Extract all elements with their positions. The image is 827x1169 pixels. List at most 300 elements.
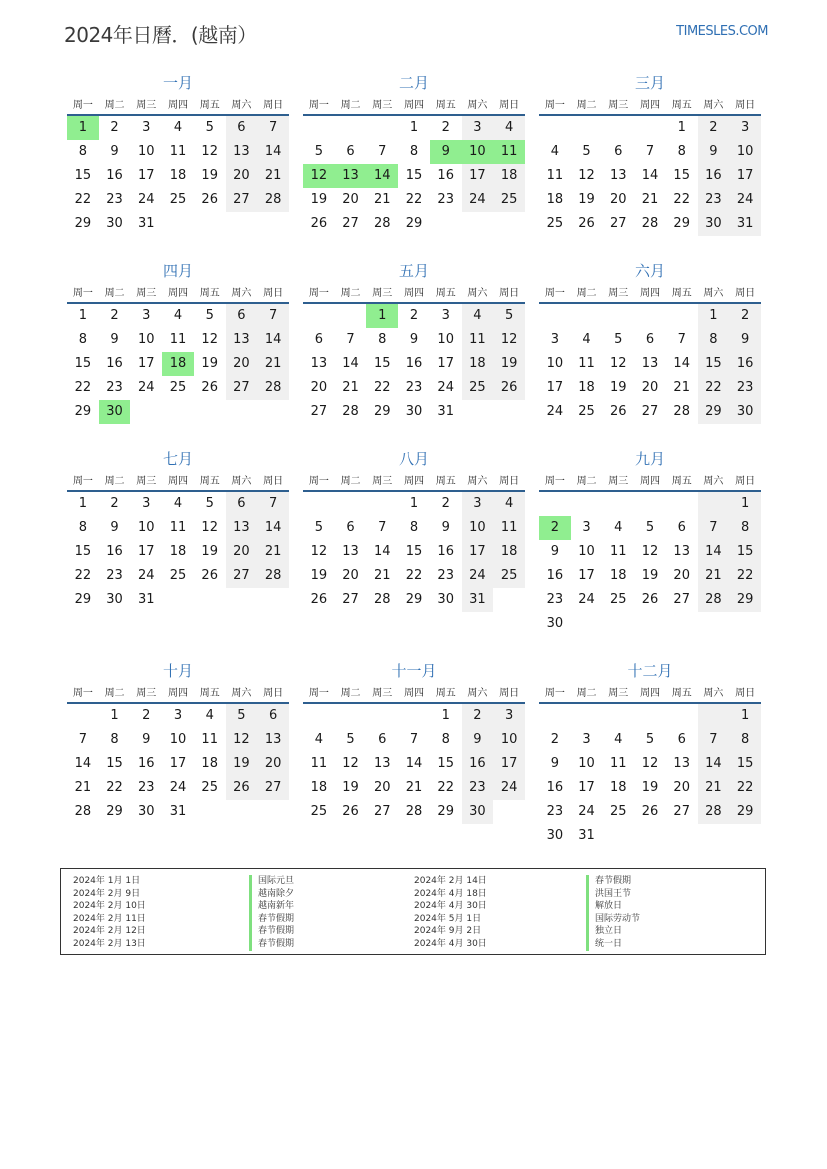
day-cell[interactable]: 4 bbox=[614, 732, 623, 747]
day-cell[interactable]: 5 bbox=[314, 144, 323, 159]
day-cell[interactable]: 22 bbox=[74, 192, 92, 207]
day-cell[interactable]: 14 bbox=[698, 752, 730, 776]
day-cell[interactable]: 20 bbox=[226, 540, 258, 564]
day-cell[interactable]: 29 bbox=[405, 216, 423, 231]
day-cell[interactable]: 7 bbox=[677, 332, 686, 347]
day-cell[interactable]: 20 bbox=[610, 192, 627, 207]
day-cell[interactable]: 12 bbox=[342, 756, 359, 771]
day-cell[interactable]: 17 bbox=[462, 164, 494, 188]
day-cell[interactable]: 7 bbox=[78, 732, 87, 747]
day-cell[interactable]: 13 bbox=[226, 140, 258, 164]
day-cell[interactable]: 7 bbox=[645, 144, 655, 159]
day-cell[interactable]: 31 bbox=[729, 212, 761, 236]
day-cell[interactable]: 23 bbox=[106, 192, 123, 207]
day-cell[interactable]: 7 bbox=[698, 728, 730, 752]
day-cell[interactable]: 17 bbox=[138, 168, 155, 183]
day-cell[interactable]: 15 bbox=[405, 168, 423, 183]
day-cell[interactable]: 21 bbox=[74, 780, 92, 795]
day-cell[interactable]: 30 bbox=[546, 616, 564, 631]
day-cell[interactable]: 23 bbox=[546, 592, 564, 607]
day-cell[interactable]: 21 bbox=[257, 164, 289, 188]
day-cell[interactable]: 10 bbox=[462, 140, 494, 164]
day-cell[interactable]: 25 bbox=[201, 780, 218, 795]
day-cell[interactable]: 19 bbox=[201, 168, 218, 183]
day-cell[interactable]: 27 bbox=[342, 216, 359, 231]
day-cell[interactable]: 13 bbox=[226, 328, 258, 352]
day-cell[interactable]: 16 bbox=[106, 168, 123, 183]
day-cell[interactable]: 19 bbox=[226, 752, 258, 776]
day-cell[interactable]: 19 bbox=[578, 192, 595, 207]
day-cell[interactable]: 15 bbox=[74, 544, 92, 559]
day-cell[interactable]: 7 bbox=[378, 520, 387, 535]
day-cell[interactable]: 26 bbox=[201, 568, 218, 583]
day-cell[interactable]: 24 bbox=[546, 404, 564, 419]
day-cell[interactable]: 2 bbox=[441, 120, 450, 135]
day-cell[interactable]: 10 bbox=[578, 544, 595, 559]
day-cell[interactable]: 9 bbox=[409, 332, 419, 347]
day-cell[interactable]: 26 bbox=[226, 776, 258, 800]
day-cell[interactable]: 1 bbox=[677, 120, 686, 135]
day-cell[interactable]: 1 bbox=[441, 708, 450, 723]
day-cell[interactable]: 25 bbox=[169, 568, 187, 583]
day-cell[interactable]: 7 bbox=[409, 732, 419, 747]
day-cell[interactable]: 17 bbox=[578, 780, 595, 795]
day-cell[interactable]: 6 bbox=[614, 144, 623, 159]
day-cell[interactable]: 20 bbox=[342, 192, 359, 207]
day-cell[interactable]: 16 bbox=[729, 352, 761, 376]
day-cell[interactable]: 9 bbox=[698, 140, 730, 164]
day-cell[interactable]: 16 bbox=[546, 780, 564, 795]
day-cell[interactable]: 8 bbox=[78, 332, 87, 347]
day-cell[interactable]: 23 bbox=[106, 568, 123, 583]
day-cell[interactable]: 5 bbox=[226, 704, 258, 728]
day-cell[interactable]: 18 bbox=[169, 168, 187, 183]
day-cell[interactable]: 29 bbox=[74, 404, 92, 419]
day-cell[interactable]: 21 bbox=[698, 564, 730, 588]
day-cell[interactable]: 13 bbox=[610, 168, 627, 183]
day-cell[interactable]: 25 bbox=[169, 192, 187, 207]
day-cell[interactable]: 7 bbox=[257, 492, 289, 516]
day-cell[interactable]: 16 bbox=[106, 544, 123, 559]
day-cell[interactable]: 28 bbox=[342, 404, 359, 419]
day-cell[interactable]: 11 bbox=[169, 332, 187, 347]
day-cell[interactable]: 19 bbox=[610, 380, 627, 395]
day-cell[interactable]: 25 bbox=[493, 564, 525, 588]
day-cell[interactable]: 30 bbox=[405, 404, 423, 419]
day-cell[interactable]: 9 bbox=[110, 332, 119, 347]
day-cell[interactable]: 23 bbox=[437, 568, 454, 583]
day-cell[interactable]: 24 bbox=[437, 380, 454, 395]
day-cell[interactable]: 28 bbox=[257, 376, 289, 400]
day-cell[interactable]: 28 bbox=[641, 216, 659, 231]
day-cell[interactable]: 12 bbox=[201, 332, 218, 347]
day-cell[interactable]: 11 bbox=[493, 140, 525, 164]
day-cell[interactable]: 23 bbox=[462, 776, 494, 800]
day-cell[interactable]: 25 bbox=[310, 804, 328, 819]
day-cell[interactable]: 30 bbox=[437, 592, 454, 607]
day-cell[interactable]: 5 bbox=[205, 308, 214, 323]
day-cell[interactable]: 15 bbox=[729, 752, 761, 776]
day-cell[interactable]: 21 bbox=[698, 776, 730, 800]
day-cell[interactable]: 12 bbox=[310, 544, 328, 559]
day-cell[interactable]: 24 bbox=[578, 804, 595, 819]
day-cell[interactable]: 6 bbox=[314, 332, 323, 347]
day-cell[interactable]: 29 bbox=[106, 804, 123, 819]
day-cell[interactable]: 5 bbox=[205, 496, 214, 511]
day-cell[interactable]: 16 bbox=[546, 568, 564, 583]
day-cell[interactable]: 31 bbox=[138, 592, 155, 607]
day-cell[interactable]: 29 bbox=[405, 592, 423, 607]
day-cell[interactable]: 22 bbox=[74, 568, 92, 583]
day-cell[interactable]: 4 bbox=[493, 492, 525, 516]
day-cell[interactable]: 29 bbox=[673, 216, 690, 231]
day-cell[interactable]: 14 bbox=[405, 756, 423, 771]
day-cell[interactable]: 3 bbox=[462, 116, 494, 140]
day-cell[interactable]: 17 bbox=[546, 380, 564, 395]
day-cell[interactable]: 12 bbox=[201, 144, 218, 159]
day-cell[interactable]: 1 bbox=[729, 492, 761, 516]
day-cell[interactable]: 21 bbox=[257, 540, 289, 564]
day-cell[interactable]: 20 bbox=[226, 352, 258, 376]
day-cell[interactable]: 16 bbox=[462, 752, 494, 776]
day-cell[interactable]: 16 bbox=[437, 544, 454, 559]
day-cell[interactable]: 29 bbox=[374, 404, 391, 419]
day-cell[interactable]: 1 bbox=[409, 120, 419, 135]
day-cell[interactable]: 4 bbox=[205, 708, 214, 723]
day-cell[interactable]: 23 bbox=[546, 804, 564, 819]
day-cell[interactable]: 4 bbox=[173, 120, 183, 135]
day-cell[interactable]: 6 bbox=[257, 704, 289, 728]
day-cell[interactable]: 15 bbox=[74, 356, 92, 371]
day-cell[interactable]: 11 bbox=[169, 144, 187, 159]
day-cell[interactable]: 1 bbox=[409, 496, 419, 511]
day-cell[interactable]: 28 bbox=[74, 804, 92, 819]
day-cell[interactable]: 30 bbox=[698, 212, 730, 236]
day-cell[interactable]: 2 bbox=[539, 516, 571, 540]
day-cell[interactable]: 16 bbox=[698, 164, 730, 188]
day-cell[interactable]: 11 bbox=[493, 516, 525, 540]
day-cell[interactable]: 2 bbox=[462, 704, 494, 728]
day-cell[interactable]: 24 bbox=[138, 380, 155, 395]
day-cell[interactable]: 11 bbox=[610, 544, 627, 559]
day-cell[interactable]: 29 bbox=[437, 804, 454, 819]
day-cell[interactable]: 9 bbox=[430, 140, 462, 164]
day-cell[interactable]: 29 bbox=[729, 588, 761, 612]
day-cell[interactable]: 22 bbox=[405, 192, 423, 207]
day-cell[interactable]: 14 bbox=[673, 356, 690, 371]
day-cell[interactable]: 12 bbox=[641, 544, 659, 559]
day-cell[interactable]: 2 bbox=[110, 308, 119, 323]
day-cell[interactable]: 10 bbox=[546, 356, 564, 371]
day-cell[interactable]: 14 bbox=[257, 328, 289, 352]
day-cell[interactable]: 4 bbox=[173, 496, 183, 511]
day-cell[interactable]: 19 bbox=[641, 568, 659, 583]
day-cell[interactable]: 13 bbox=[257, 728, 289, 752]
day-cell[interactable]: 28 bbox=[698, 800, 730, 824]
day-cell[interactable]: 18 bbox=[462, 352, 494, 376]
day-cell[interactable]: 17 bbox=[138, 544, 155, 559]
day-cell[interactable]: 20 bbox=[374, 780, 391, 795]
day-cell[interactable]: 1 bbox=[366, 304, 398, 328]
day-cell[interactable]: 24 bbox=[493, 776, 525, 800]
day-cell[interactable]: 8 bbox=[78, 520, 87, 535]
day-cell[interactable]: 29 bbox=[729, 800, 761, 824]
day-cell[interactable]: 15 bbox=[698, 352, 730, 376]
day-cell[interactable]: 2 bbox=[550, 732, 559, 747]
day-cell[interactable]: 3 bbox=[550, 332, 559, 347]
day-cell[interactable]: 11 bbox=[310, 756, 328, 771]
day-cell[interactable]: 25 bbox=[493, 188, 525, 212]
day-cell[interactable]: 28 bbox=[374, 216, 391, 231]
day-cell[interactable]: 31 bbox=[437, 404, 454, 419]
day-cell[interactable]: 28 bbox=[374, 592, 391, 607]
day-cell[interactable]: 30 bbox=[138, 804, 155, 819]
day-cell[interactable]: 1 bbox=[729, 704, 761, 728]
day-cell[interactable]: 6 bbox=[645, 332, 655, 347]
day-cell[interactable]: 12 bbox=[303, 164, 335, 188]
day-cell[interactable]: 23 bbox=[106, 380, 123, 395]
day-cell[interactable]: 27 bbox=[310, 404, 328, 419]
day-cell[interactable]: 19 bbox=[493, 352, 525, 376]
day-cell[interactable]: 1 bbox=[78, 308, 87, 323]
day-cell[interactable]: 20 bbox=[257, 752, 289, 776]
day-cell[interactable]: 15 bbox=[673, 168, 690, 183]
day-cell[interactable]: 18 bbox=[546, 192, 564, 207]
day-cell[interactable]: 9 bbox=[462, 728, 494, 752]
day-cell[interactable]: 23 bbox=[698, 188, 730, 212]
day-cell[interactable]: 31 bbox=[169, 804, 187, 819]
day-cell[interactable]: 26 bbox=[610, 404, 627, 419]
day-cell[interactable]: 10 bbox=[729, 140, 761, 164]
day-cell[interactable]: 7 bbox=[257, 116, 289, 140]
day-cell[interactable]: 14 bbox=[641, 168, 659, 183]
day-cell[interactable]: 14 bbox=[74, 756, 92, 771]
day-cell[interactable]: 10 bbox=[138, 520, 155, 535]
day-cell[interactable]: 24 bbox=[169, 780, 187, 795]
day-cell[interactable]: 20 bbox=[673, 568, 690, 583]
day-cell[interactable]: 13 bbox=[374, 756, 391, 771]
day-cell[interactable]: 26 bbox=[578, 216, 595, 231]
day-cell[interactable]: 2 bbox=[698, 116, 730, 140]
day-cell[interactable]: 13 bbox=[335, 164, 367, 188]
day-cell[interactable]: 8 bbox=[78, 144, 87, 159]
day-cell[interactable]: 11 bbox=[578, 356, 595, 371]
day-cell[interactable]: 18 bbox=[201, 756, 218, 771]
day-cell[interactable]: 5 bbox=[582, 144, 591, 159]
day-cell[interactable]: 19 bbox=[641, 780, 659, 795]
day-cell[interactable]: 22 bbox=[673, 192, 690, 207]
day-cell[interactable]: 30 bbox=[106, 216, 123, 231]
day-cell[interactable]: 26 bbox=[493, 376, 525, 400]
day-cell[interactable]: 30 bbox=[729, 400, 761, 424]
day-cell[interactable]: 13 bbox=[310, 356, 328, 371]
day-cell[interactable]: 27 bbox=[226, 188, 258, 212]
day-cell[interactable]: 20 bbox=[641, 380, 659, 395]
day-cell[interactable]: 25 bbox=[169, 380, 187, 395]
day-cell[interactable]: 21 bbox=[374, 192, 391, 207]
day-cell[interactable]: 11 bbox=[610, 756, 627, 771]
day-cell[interactable]: 9 bbox=[142, 732, 151, 747]
day-cell[interactable]: 7 bbox=[346, 332, 355, 347]
day-cell[interactable]: 6 bbox=[226, 116, 258, 140]
day-cell[interactable]: 5 bbox=[346, 732, 355, 747]
day-cell[interactable]: 27 bbox=[257, 776, 289, 800]
day-cell[interactable]: 26 bbox=[201, 192, 218, 207]
day-cell[interactable]: 17 bbox=[493, 752, 525, 776]
day-cell[interactable]: 17 bbox=[462, 540, 494, 564]
day-cell[interactable]: 18 bbox=[162, 352, 194, 376]
day-cell[interactable]: 10 bbox=[462, 516, 494, 540]
day-cell[interactable]: 15 bbox=[374, 356, 391, 371]
day-cell[interactable]: 29 bbox=[698, 400, 730, 424]
day-cell[interactable]: 19 bbox=[342, 780, 359, 795]
day-cell[interactable]: 5 bbox=[314, 520, 323, 535]
day-cell[interactable]: 8 bbox=[110, 732, 119, 747]
day-cell[interactable]: 25 bbox=[578, 404, 595, 419]
day-cell[interactable]: 9 bbox=[550, 544, 559, 559]
day-cell[interactable]: 21 bbox=[405, 780, 423, 795]
day-cell[interactable]: 4 bbox=[173, 308, 183, 323]
day-cell[interactable]: 4 bbox=[614, 520, 623, 535]
day-cell[interactable]: 8 bbox=[409, 520, 419, 535]
day-cell[interactable]: 17 bbox=[578, 568, 595, 583]
day-cell[interactable]: 20 bbox=[310, 380, 328, 395]
day-cell[interactable]: 16 bbox=[138, 756, 155, 771]
day-cell[interactable]: 27 bbox=[641, 404, 659, 419]
day-cell[interactable]: 5 bbox=[493, 304, 525, 328]
day-cell[interactable]: 18 bbox=[610, 780, 627, 795]
day-cell[interactable]: 19 bbox=[310, 568, 328, 583]
day-cell[interactable]: 12 bbox=[493, 328, 525, 352]
day-cell[interactable]: 2 bbox=[441, 496, 450, 511]
day-cell[interactable]: 1 bbox=[67, 116, 99, 140]
day-cell[interactable]: 29 bbox=[74, 216, 92, 231]
day-cell[interactable]: 30 bbox=[106, 592, 123, 607]
day-cell[interactable]: 6 bbox=[677, 520, 686, 535]
day-cell[interactable]: 3 bbox=[462, 492, 494, 516]
day-cell[interactable]: 3 bbox=[142, 308, 151, 323]
day-cell[interactable]: 1 bbox=[698, 304, 730, 328]
day-cell[interactable]: 25 bbox=[610, 592, 627, 607]
day-cell[interactable]: 23 bbox=[405, 380, 423, 395]
day-cell[interactable]: 24 bbox=[462, 564, 494, 588]
day-cell[interactable]: 4 bbox=[462, 304, 494, 328]
day-cell[interactable]: 14 bbox=[698, 540, 730, 564]
day-cell[interactable]: 12 bbox=[610, 356, 627, 371]
day-cell[interactable]: 22 bbox=[74, 380, 92, 395]
day-cell[interactable]: 15 bbox=[74, 168, 92, 183]
day-cell[interactable]: 28 bbox=[257, 564, 289, 588]
day-cell[interactable]: 22 bbox=[437, 780, 454, 795]
day-cell[interactable]: 15 bbox=[405, 544, 423, 559]
day-cell[interactable]: 11 bbox=[462, 328, 494, 352]
day-cell[interactable]: 10 bbox=[138, 144, 155, 159]
day-cell[interactable]: 21 bbox=[641, 192, 659, 207]
day-cell[interactable]: 24 bbox=[729, 188, 761, 212]
day-cell[interactable]: 31 bbox=[462, 588, 494, 612]
day-cell[interactable]: 14 bbox=[366, 164, 398, 188]
day-cell[interactable]: 24 bbox=[462, 188, 494, 212]
day-cell[interactable]: 8 bbox=[729, 728, 761, 752]
day-cell[interactable]: 13 bbox=[673, 756, 690, 771]
day-cell[interactable]: 26 bbox=[641, 804, 659, 819]
day-cell[interactable]: 3 bbox=[729, 116, 761, 140]
day-cell[interactable]: 3 bbox=[441, 308, 450, 323]
day-cell[interactable]: 7 bbox=[378, 144, 387, 159]
day-cell[interactable]: 2 bbox=[110, 120, 119, 135]
day-cell[interactable]: 13 bbox=[641, 356, 659, 371]
day-cell[interactable]: 3 bbox=[142, 120, 151, 135]
day-cell[interactable]: 31 bbox=[578, 828, 595, 843]
day-cell[interactable]: 19 bbox=[310, 192, 328, 207]
day-cell[interactable]: 30 bbox=[462, 800, 494, 824]
day-cell[interactable]: 19 bbox=[201, 544, 218, 559]
day-cell[interactable]: 27 bbox=[374, 804, 391, 819]
day-cell[interactable]: 21 bbox=[257, 352, 289, 376]
day-cell[interactable]: 6 bbox=[346, 144, 355, 159]
day-cell[interactable]: 3 bbox=[582, 520, 591, 535]
day-cell[interactable]: 26 bbox=[342, 804, 359, 819]
day-cell[interactable]: 10 bbox=[169, 732, 187, 747]
day-cell[interactable]: 10 bbox=[493, 728, 525, 752]
day-cell[interactable]: 5 bbox=[205, 120, 214, 135]
day-cell[interactable]: 9 bbox=[110, 520, 119, 535]
day-cell[interactable]: 21 bbox=[374, 568, 391, 583]
day-cell[interactable]: 8 bbox=[729, 516, 761, 540]
day-cell[interactable]: 16 bbox=[437, 168, 454, 183]
day-cell[interactable]: 13 bbox=[342, 544, 359, 559]
day-cell[interactable]: 11 bbox=[169, 520, 187, 535]
day-cell[interactable]: 1 bbox=[110, 708, 119, 723]
day-cell[interactable]: 13 bbox=[226, 516, 258, 540]
day-cell[interactable]: 2 bbox=[409, 308, 419, 323]
day-cell[interactable]: 24 bbox=[138, 192, 155, 207]
day-cell[interactable]: 26 bbox=[310, 592, 328, 607]
day-cell[interactable]: 9 bbox=[110, 144, 119, 159]
day-cell[interactable]: 12 bbox=[226, 728, 258, 752]
day-cell[interactable]: 18 bbox=[493, 164, 525, 188]
day-cell[interactable]: 5 bbox=[645, 520, 655, 535]
day-cell[interactable]: 17 bbox=[729, 164, 761, 188]
day-cell[interactable]: 9 bbox=[729, 328, 761, 352]
day-cell[interactable]: 15 bbox=[437, 756, 454, 771]
day-cell[interactable]: 22 bbox=[106, 780, 123, 795]
day-cell[interactable]: 25 bbox=[610, 804, 627, 819]
day-cell[interactable]: 11 bbox=[546, 168, 564, 183]
day-cell[interactable]: 6 bbox=[346, 520, 355, 535]
day-cell[interactable]: 6 bbox=[378, 732, 387, 747]
day-cell[interactable]: 21 bbox=[673, 380, 690, 395]
day-cell[interactable]: 21 bbox=[342, 380, 359, 395]
day-cell[interactable]: 9 bbox=[550, 756, 559, 771]
day-cell[interactable]: 8 bbox=[409, 144, 419, 159]
day-cell[interactable]: 11 bbox=[201, 732, 218, 747]
day-cell[interactable]: 14 bbox=[342, 356, 359, 371]
day-cell[interactable]: 6 bbox=[677, 732, 686, 747]
day-cell[interactable]: 8 bbox=[441, 732, 450, 747]
day-cell[interactable]: 12 bbox=[201, 520, 218, 535]
day-cell[interactable]: 23 bbox=[138, 780, 155, 795]
day-cell[interactable]: 4 bbox=[314, 732, 323, 747]
day-cell[interactable]: 28 bbox=[257, 188, 289, 212]
day-cell[interactable]: 8 bbox=[677, 144, 686, 159]
day-cell[interactable]: 18 bbox=[169, 544, 187, 559]
day-cell[interactable]: 3 bbox=[582, 732, 591, 747]
day-cell[interactable]: 4 bbox=[550, 144, 559, 159]
day-cell[interactable]: 22 bbox=[405, 568, 423, 583]
day-cell[interactable]: 23 bbox=[437, 192, 454, 207]
day-cell[interactable]: 22 bbox=[374, 380, 391, 395]
